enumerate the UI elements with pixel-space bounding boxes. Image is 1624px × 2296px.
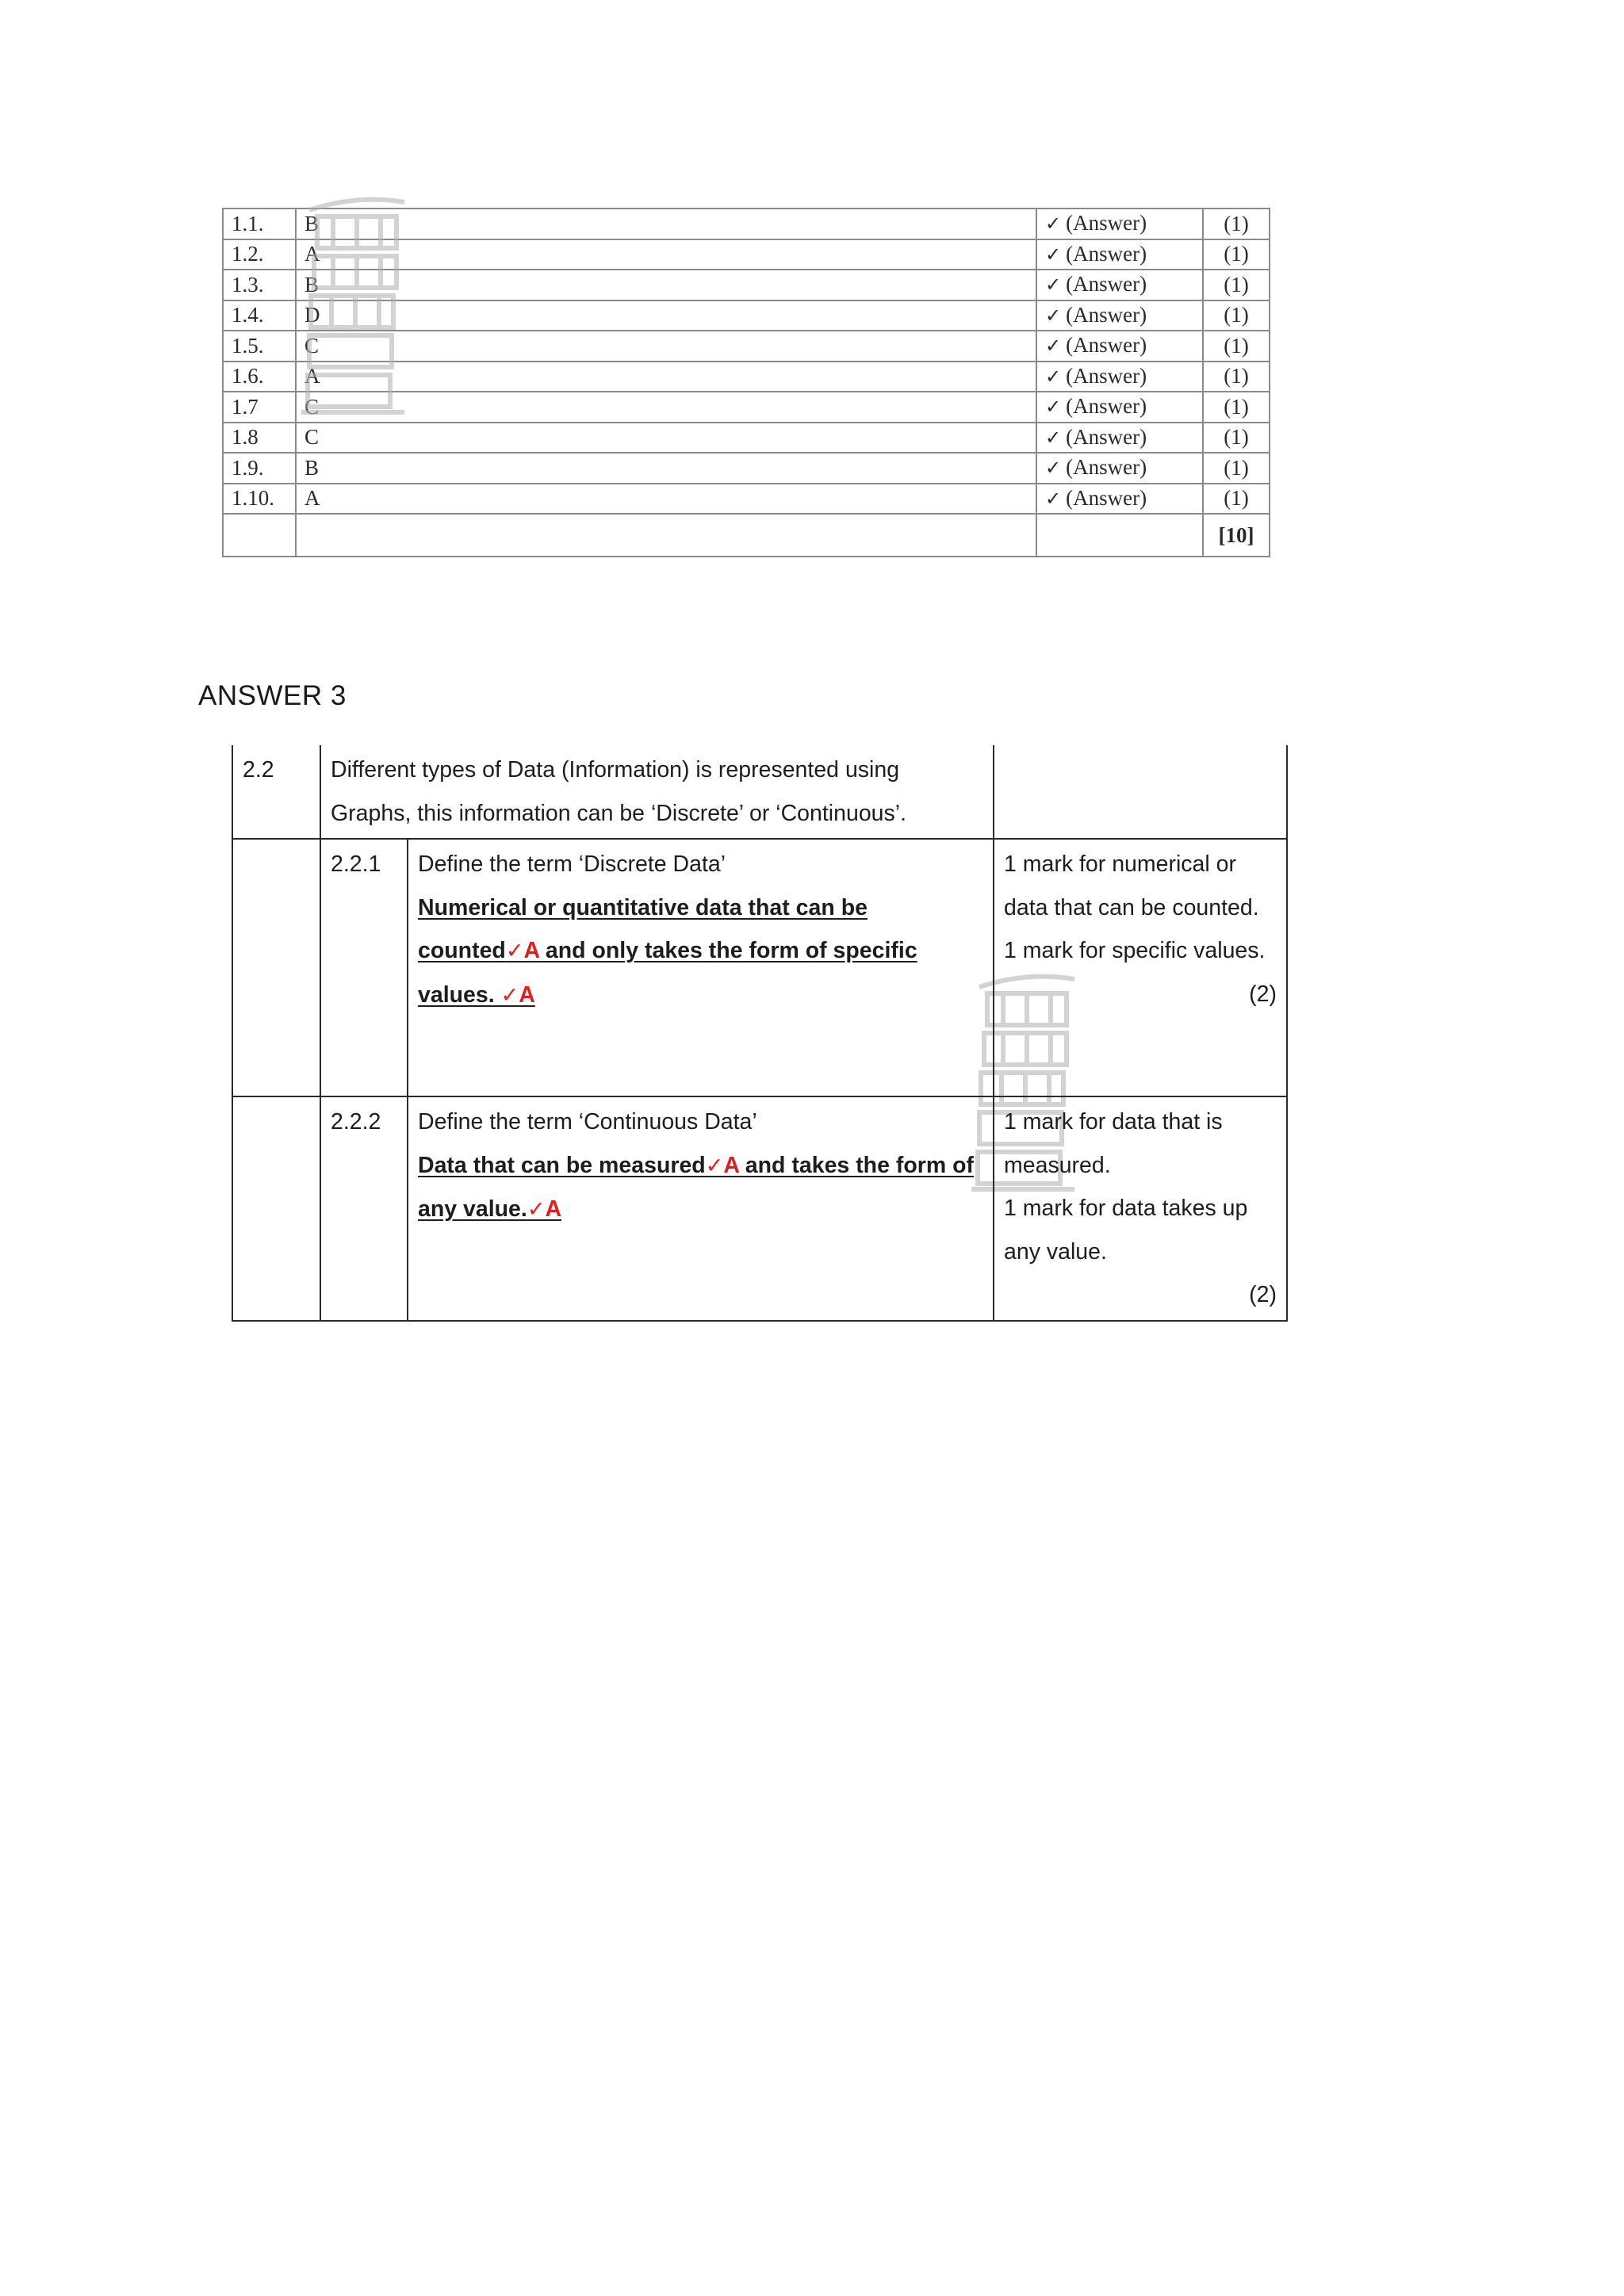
question-number: 1.1. bbox=[223, 209, 296, 239]
check-icon: ✓ bbox=[1045, 243, 1062, 266]
sub-question-number: 2.2.1 bbox=[320, 839, 408, 1096]
mark-criterion: 1 mark for data that is measured. bbox=[1004, 1109, 1223, 1178]
mark-allocation: (2) bbox=[1249, 1282, 1277, 1307]
empty-cell bbox=[296, 514, 1036, 557]
memo-cell bbox=[1036, 453, 1203, 484]
mark-value: (1) bbox=[1203, 362, 1270, 392]
mark-criterion: 1 mark for numerical or data that can be counted. bbox=[1004, 851, 1259, 920]
memo-text: (Answer) bbox=[1066, 241, 1147, 266]
memo-table bbox=[232, 745, 1288, 1322]
memo-text: (Answer) bbox=[1066, 302, 1147, 327]
answer-letter: A bbox=[296, 362, 1036, 392]
memo-cell bbox=[1036, 239, 1203, 270]
answer-letter: B bbox=[296, 209, 1036, 239]
sub-question-row bbox=[232, 1096, 1287, 1321]
check-icon: ✓ bbox=[505, 939, 524, 963]
mark-value: (1) bbox=[1203, 423, 1270, 453]
mark-letter: A bbox=[519, 982, 535, 1008]
empty-cell bbox=[232, 1096, 320, 1321]
memo-text: (Answer) bbox=[1066, 333, 1147, 357]
marking-guidance bbox=[994, 839, 1287, 1096]
mark-allocation: (2) bbox=[1249, 981, 1277, 1007]
answer-letter: C bbox=[296, 331, 1036, 362]
building-logo-icon bbox=[301, 194, 412, 424]
question-number: 2.2 bbox=[232, 745, 320, 839]
question-number: 1.6. bbox=[223, 362, 296, 392]
check-icon: ✓ bbox=[1045, 487, 1062, 510]
empty-cell bbox=[223, 514, 296, 557]
check-icon: ✓ bbox=[500, 982, 519, 1008]
memo-cell bbox=[1036, 362, 1203, 392]
check-icon: ✓ bbox=[1045, 304, 1062, 327]
mark-criterion: 1 mark for specific values. bbox=[1004, 938, 1266, 963]
memo-text: (Answer) bbox=[1066, 485, 1147, 510]
mark-value: (1) bbox=[1203, 239, 1270, 270]
answer-letter: A bbox=[296, 239, 1036, 270]
memo-cell bbox=[1036, 209, 1203, 239]
check-icon: ✓ bbox=[1045, 274, 1062, 296]
marking-guidance bbox=[994, 1096, 1287, 1321]
mark-value: (1) bbox=[1203, 484, 1270, 515]
mark-value: (1) bbox=[1203, 270, 1270, 300]
mark-value: (1) bbox=[1203, 209, 1270, 239]
question-number: 1.10. bbox=[223, 484, 296, 515]
answer-letter: C bbox=[296, 423, 1036, 453]
sub-question-text: Define the term ‘Discrete Data’ bbox=[418, 851, 726, 877]
table-row bbox=[223, 453, 1270, 484]
answer-letter: B bbox=[296, 453, 1036, 484]
sub-question-number: 2.2.2 bbox=[320, 1096, 408, 1321]
mark-criterion: 1 mark for data takes up any value. bbox=[1004, 1196, 1248, 1265]
memo-text: (Answer) bbox=[1066, 424, 1147, 449]
question-number: 1.8 bbox=[223, 423, 296, 453]
memo-cell bbox=[1036, 484, 1203, 515]
answer-text: Numerical or quantitative data that can be counted bbox=[418, 894, 868, 963]
memo-cell bbox=[1036, 300, 1203, 331]
question-intro: Different types of Data (Information) is represented using Graphs, this information can be ‘Discrete’ or ‘Continuous’. bbox=[320, 745, 994, 839]
empty-cell bbox=[232, 839, 320, 1096]
question-number: 1.9. bbox=[223, 453, 296, 484]
memo-cell bbox=[1036, 423, 1203, 453]
question-number: 1.4. bbox=[223, 300, 296, 331]
check-icon: ✓ bbox=[1045, 335, 1062, 357]
model-answer bbox=[418, 886, 983, 1018]
intro-row bbox=[232, 745, 1287, 839]
mcq-total-row bbox=[223, 514, 1270, 557]
check-icon: ✓ bbox=[1045, 212, 1062, 235]
memo-cell bbox=[1036, 392, 1203, 423]
question-number: 1.2. bbox=[223, 239, 296, 270]
question-number: 1.5. bbox=[223, 331, 296, 362]
memo-text: (Answer) bbox=[1066, 272, 1147, 296]
answer-letter: A bbox=[296, 484, 1036, 515]
mcq-total: [10] bbox=[1203, 514, 1270, 557]
check-icon: ✓ bbox=[527, 1197, 546, 1222]
mark-letter: A bbox=[523, 938, 539, 963]
sub-question-row bbox=[232, 839, 1287, 1096]
check-icon: ✓ bbox=[1045, 396, 1062, 418]
question-number: 1.3. bbox=[223, 270, 296, 300]
answer-text: and takes the form of any value. bbox=[418, 1152, 975, 1222]
memo-text: (Answer) bbox=[1066, 455, 1147, 479]
answer-text: Data that can be measured bbox=[418, 1152, 706, 1178]
check-icon: ✓ bbox=[1045, 457, 1062, 479]
memo-text: (Answer) bbox=[1066, 211, 1147, 235]
memo-text: (Answer) bbox=[1066, 394, 1147, 418]
mark-value: (1) bbox=[1203, 392, 1270, 423]
memo-cell bbox=[1036, 270, 1203, 300]
answer-letter: D bbox=[296, 300, 1036, 331]
mark-value: (1) bbox=[1203, 300, 1270, 331]
memo-text: (Answer) bbox=[1066, 363, 1147, 388]
empty-cell bbox=[994, 745, 1287, 839]
answer-heading: ANSWER 3 bbox=[198, 680, 347, 711]
table-row bbox=[223, 423, 1270, 453]
sub-question-cell bbox=[408, 839, 994, 1096]
memo-cell bbox=[1036, 331, 1203, 362]
mark-letter: A bbox=[545, 1196, 562, 1222]
answer-letter: B bbox=[296, 270, 1036, 300]
table-row bbox=[223, 484, 1270, 515]
mark-letter: A bbox=[723, 1152, 739, 1178]
question-number: 1.7 bbox=[223, 392, 296, 423]
check-icon: ✓ bbox=[705, 1153, 724, 1178]
sub-question-text: Define the term ‘Continuous Data’ bbox=[418, 1109, 757, 1135]
empty-cell bbox=[1036, 514, 1203, 557]
model-answer bbox=[418, 1144, 983, 1232]
answer-letter: C bbox=[296, 392, 1036, 423]
mark-value: (1) bbox=[1203, 331, 1270, 362]
check-icon: ✓ bbox=[1045, 365, 1062, 388]
sub-question-cell bbox=[408, 1096, 994, 1321]
mark-value: (1) bbox=[1203, 453, 1270, 484]
answer-text: and only takes the form of specific values. bbox=[418, 938, 917, 1008]
check-icon: ✓ bbox=[1045, 426, 1062, 449]
